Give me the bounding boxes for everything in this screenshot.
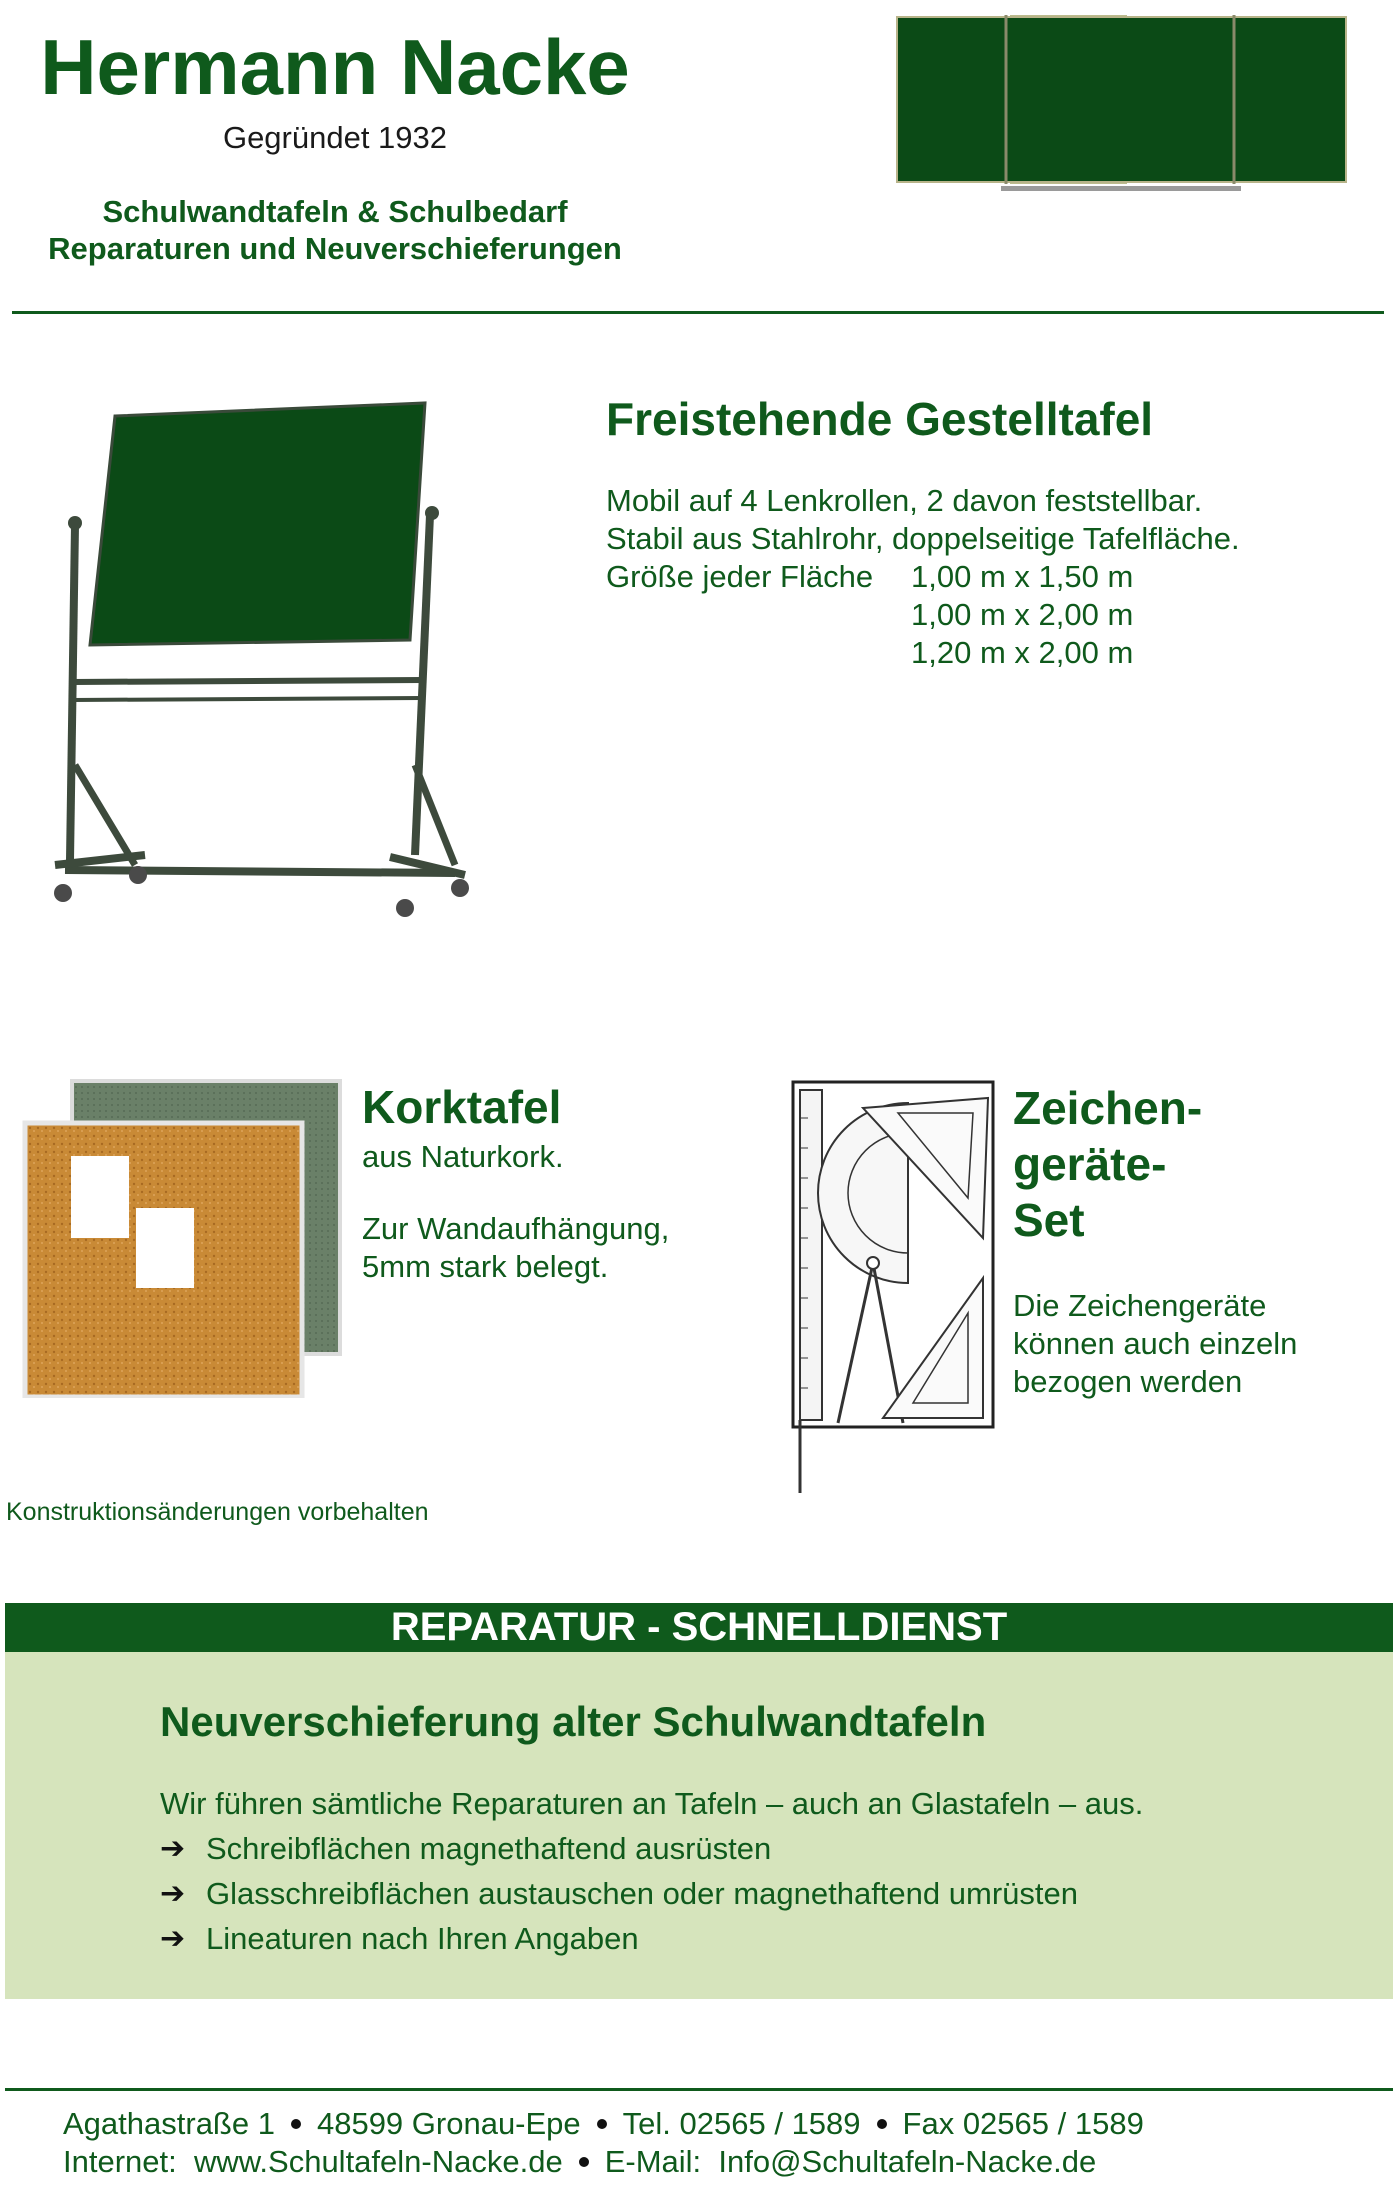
freestanding-line-1: Mobil auf 4 Lenkrollen, 2 davon feststellbar.	[606, 483, 1203, 518]
disclaimer-note: Konstruktionsänderungen vorbehalten	[6, 1498, 429, 1526]
repair-list-item	[160, 1871, 1078, 1916]
tagline-line-2: Reparaturen und Neuverschieferungen	[48, 231, 622, 266]
repair-item-text: Glasschreibflächen austauschen oder magnethaftend umrüsten	[206, 1875, 1078, 1911]
cork-line-1: Zur Wandaufhängung,	[362, 1211, 670, 1246]
drawing-set-title-line: geräte-	[1013, 1138, 1167, 1190]
cork-subtitle: aus Naturkork.	[362, 1139, 564, 1174]
footer-fax: Fax 02565 / 1589	[902, 2106, 1144, 2141]
footer-internet[interactable]: Internet: www.Schultafeln-Nacke.de	[63, 2144, 563, 2179]
cork-title: Korktafel	[362, 1081, 562, 1133]
caster-wheel	[451, 879, 469, 897]
caster-wheel	[396, 899, 414, 917]
note-card	[71, 1156, 129, 1238]
cork-board-illustration	[20, 1078, 342, 1398]
footer-contact	[63, 2105, 1144, 2181]
caster-wheel	[129, 866, 147, 884]
board-center	[1006, 17, 1234, 182]
size-value: 1,20 m x 2,00 m	[911, 635, 1134, 670]
repair-list-item	[160, 1826, 1078, 1871]
arrow-right-icon: ➔	[160, 1922, 186, 1955]
size-label: Größe jeder Fläche	[606, 559, 874, 594]
board-surface	[90, 403, 425, 645]
repair-list	[160, 1826, 1078, 1961]
company-name: Hermann Nacke	[40, 23, 630, 111]
freestanding-board-illustration	[45, 395, 475, 930]
bullet-icon	[877, 2119, 887, 2129]
footer-line-1	[63, 2105, 1144, 2143]
board-right-wing	[1234, 17, 1346, 182]
header-divider	[12, 311, 1384, 314]
drawing-set-title-line: Zeichen-	[1013, 1082, 1203, 1134]
drawing-set-title-line: Set	[1013, 1194, 1085, 1246]
size-row	[606, 558, 1240, 596]
repair-list-item	[160, 1916, 1078, 1961]
footer-tel: Tel. 02565 / 1589	[622, 2106, 861, 2141]
drawing-set-illustration	[788, 1078, 1000, 1498]
triptych-board-illustration	[893, 12, 1353, 198]
drawing-set-line-3: bezogen werden	[1013, 1364, 1243, 1399]
size-value: 1,00 m x 2,00 m	[911, 597, 1134, 632]
freestanding-line-2: Stabil aus Stahlrohr, doppelseitige Tafelfläche.	[606, 521, 1240, 556]
repair-title: Neuverschieferung alter Schulwandtafeln	[160, 1698, 987, 1745]
founded-year: Gegründet 1932	[222, 120, 448, 155]
drawing-set-title	[1013, 1080, 1202, 1248]
bullet-icon	[597, 2119, 607, 2129]
chalk-tray	[1001, 186, 1241, 191]
tagline	[0, 193, 670, 267]
tagline-line-1: Schulwandtafeln & Schulbedarf	[102, 194, 568, 229]
drawing-set-line-2: können auch einzeln	[1013, 1326, 1298, 1361]
bullet-icon	[579, 2157, 589, 2167]
caster-wheel	[54, 884, 72, 902]
arrow-right-icon: ➔	[160, 1832, 186, 1865]
footer-line-2	[63, 2143, 1144, 2181]
arrow-right-icon: ➔	[160, 1877, 186, 1910]
size-row	[606, 596, 1240, 634]
ruler	[800, 1090, 822, 1420]
repair-item-text: Schreibflächen magnethaftend ausrüsten	[206, 1830, 772, 1866]
cork-description	[362, 1210, 669, 1286]
repair-intro: Wir führen sämtliche Reparaturen an Tafeln – auch an Glastafeln – aus.	[160, 1786, 1144, 1821]
drawing-set-line-1: Die Zeichengeräte	[1013, 1288, 1267, 1323]
freestanding-title: Freistehende Gestelltafel	[606, 393, 1154, 445]
footer-city: 48599 Gronau-Epe	[316, 2106, 581, 2141]
repair-item-text: Lineaturen nach Ihren Angaben	[206, 1920, 639, 1956]
footer-street: Agathastraße 1	[63, 2106, 275, 2141]
footer-divider	[5, 2088, 1393, 2091]
size-row	[606, 634, 1240, 672]
repair-banner: REPARATUR - SCHNELLDIENST	[5, 1603, 1393, 1652]
note-card	[136, 1208, 194, 1288]
drawing-set-description	[1013, 1287, 1297, 1401]
footer-email[interactable]: E-Mail: Info@Schultafeln-Nacke.de	[604, 2144, 1097, 2179]
freestanding-description	[606, 482, 1240, 672]
board-left-wing	[897, 17, 1009, 182]
size-value: 1,00 m x 1,50 m	[911, 559, 1134, 594]
cork-line-2: 5mm stark belegt.	[362, 1249, 609, 1284]
bullet-icon	[291, 2119, 301, 2129]
